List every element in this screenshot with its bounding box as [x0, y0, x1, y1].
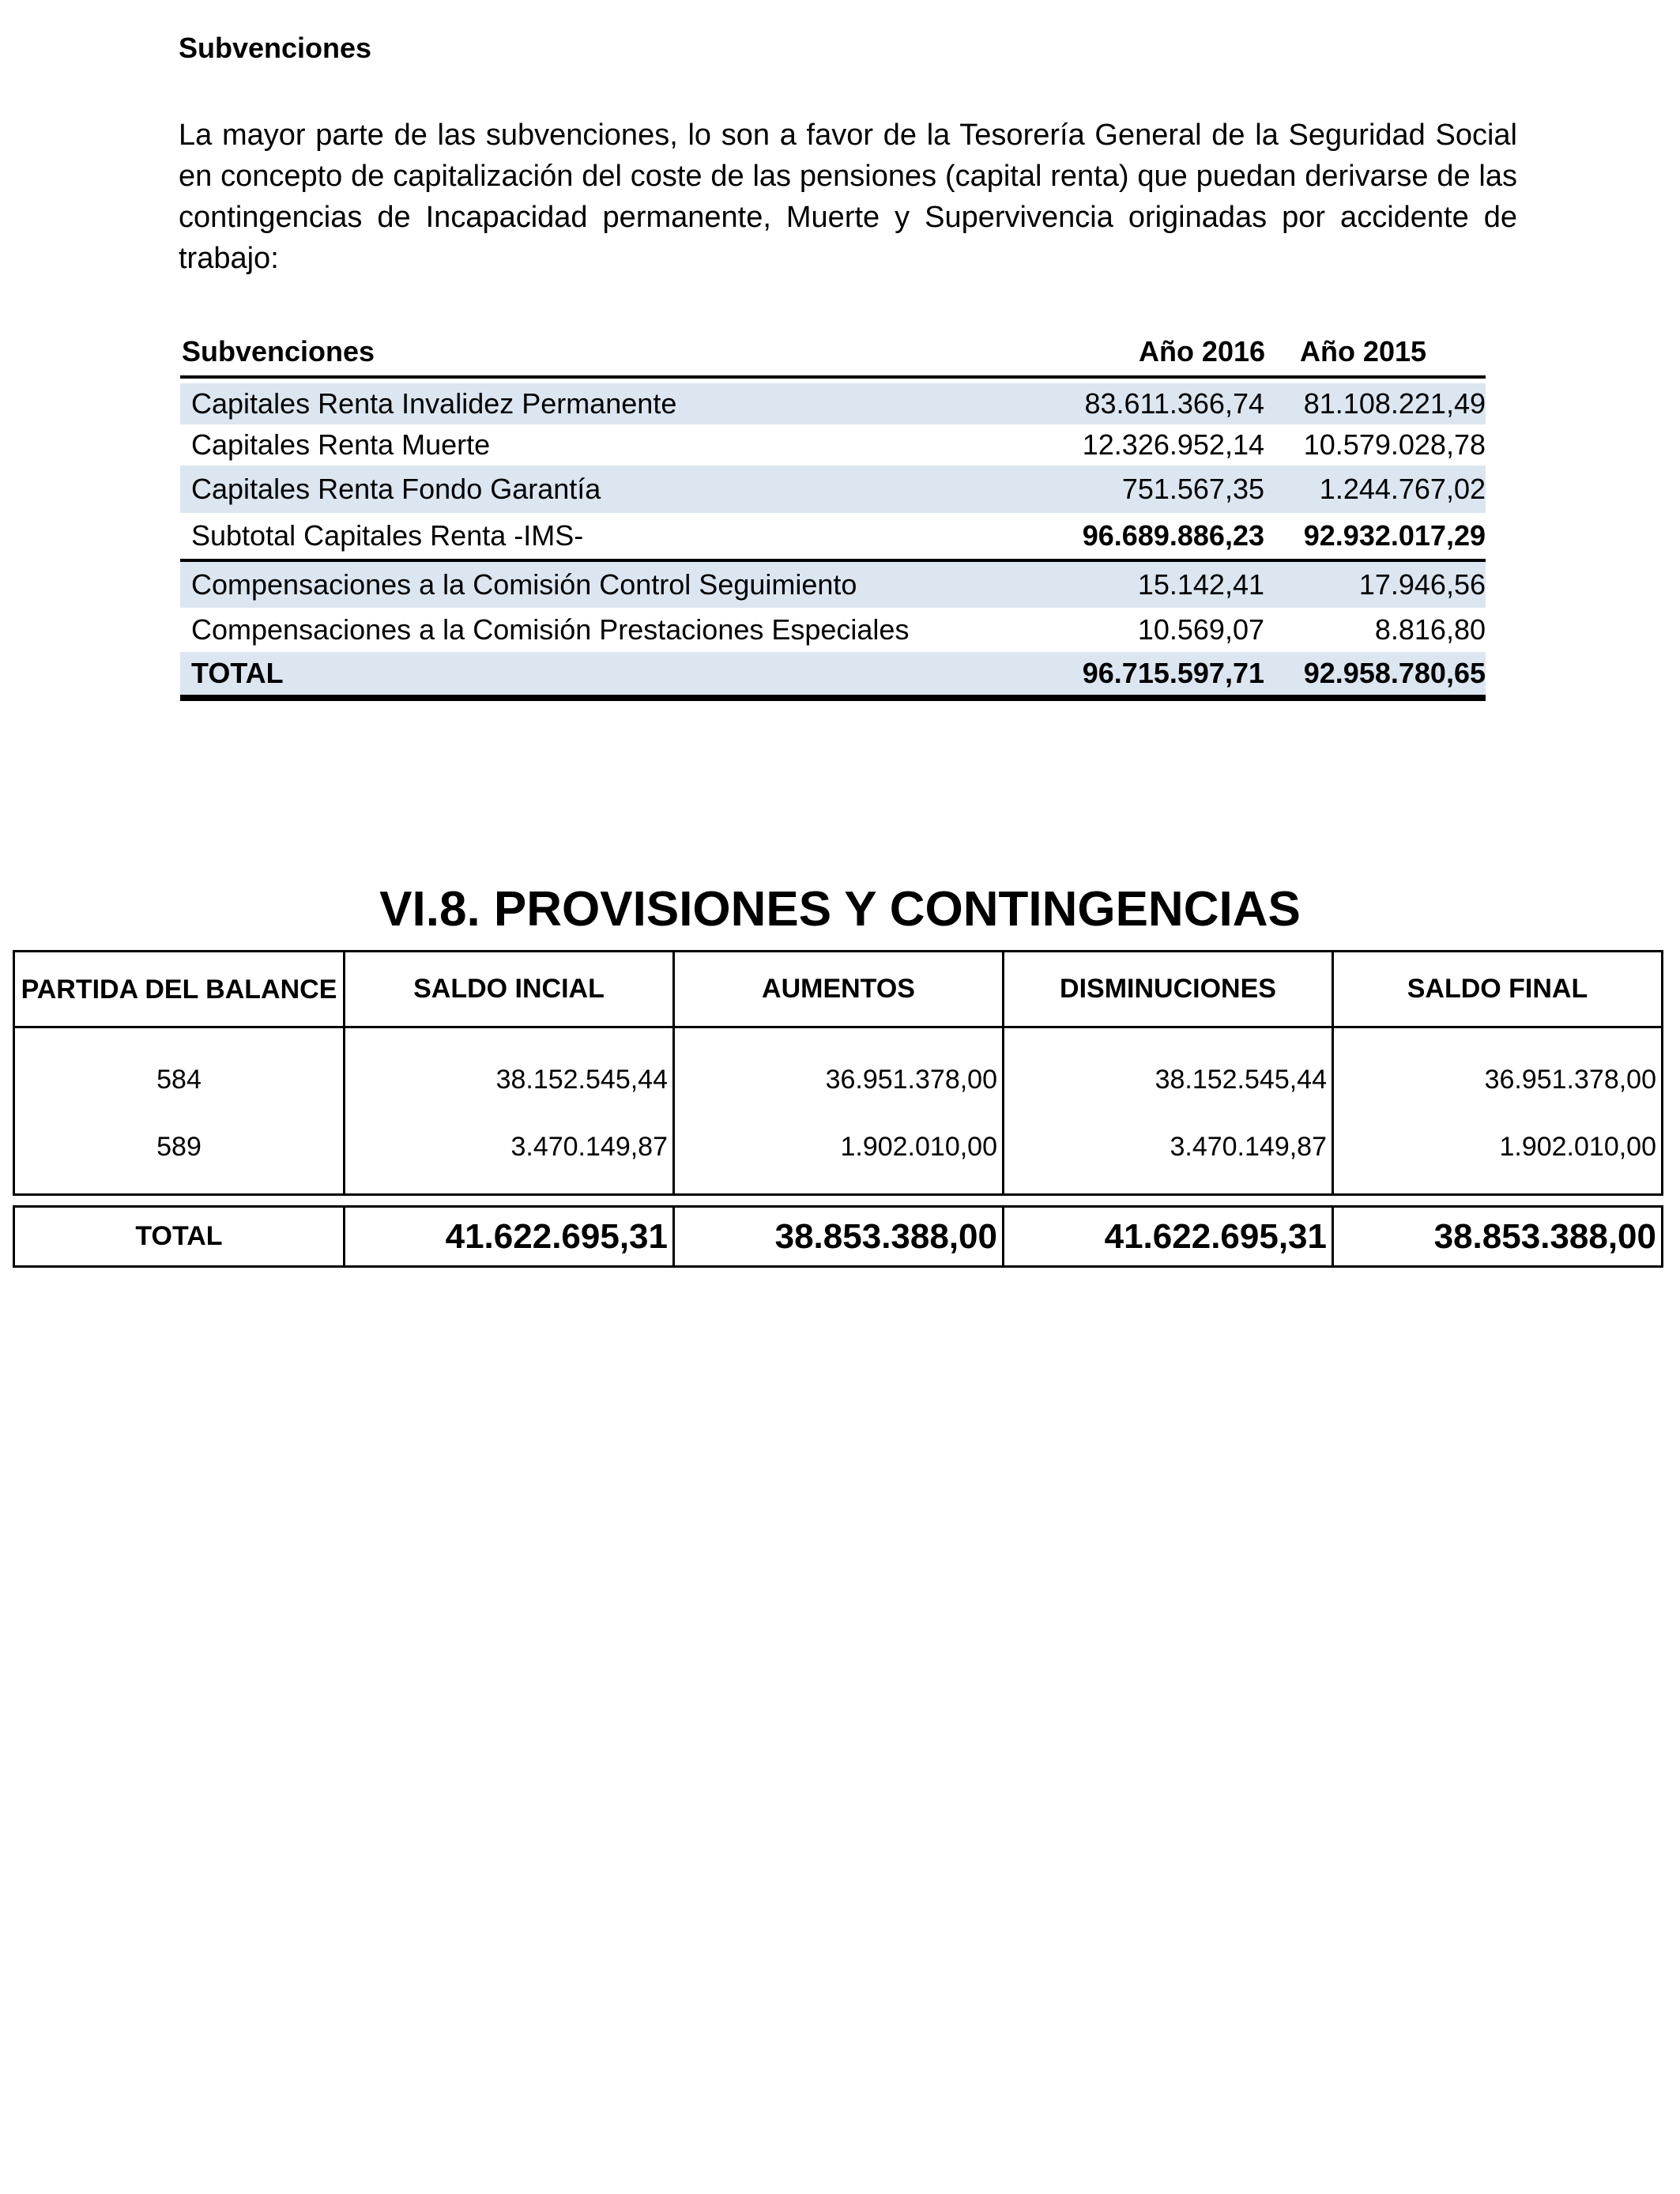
row-value-2016: 96.715.597,71	[1082, 657, 1264, 689]
saldo-final-value: 36.951.378,00	[1333, 1027, 1663, 1116]
table-row	[180, 608, 1486, 652]
table-row	[180, 424, 1486, 466]
disminuciones-value: 38.152.545,44	[1004, 1027, 1333, 1116]
header-disminuciones: DISMINUCIONES	[1004, 952, 1333, 1027]
provisiones-header-row	[14, 952, 1663, 1027]
saldo-final-value: 1.902.010,00	[1333, 1116, 1663, 1195]
aumentos-value: 36.951.378,00	[674, 1027, 1004, 1116]
row-value-2016: 10.569,07	[1137, 613, 1264, 646]
row-value-2015: 92.932.017,29	[1303, 519, 1486, 552]
header-year-2015: Año 2015	[1299, 335, 1427, 368]
saldo-inicial-value: 38.152.545,44	[345, 1027, 674, 1116]
total-row	[14, 1207, 1663, 1267]
total-saldo-final: 38.853.388,00	[1333, 1207, 1663, 1267]
header-saldo-final: SALDO FINAL	[1333, 952, 1663, 1027]
intro-paragraph: La mayor parte de las subvenciones, lo son a favor de la Tesorería General de la Seguridad Social en concepto de capitalización del coste de las pensiones (capital renta) que puedan derivarse de las contingencias de Incapacidad permanente, Muerte y Supervivencia originadas por accidente de trabajo:	[179, 119, 1517, 275]
header-aumentos: AUMENTOS	[674, 952, 1004, 1027]
header-partida: PARTIDA DEL BALANCE	[14, 952, 345, 1027]
row-label: Capitales Renta Muerte	[191, 428, 491, 461]
row-value-2015: 1.244.767,02	[1319, 473, 1486, 505]
header-saldo-inicial: SALDO INCIAL	[345, 952, 674, 1027]
subvenciones-table	[180, 328, 1486, 701]
row-value-2015: 10.579.028,78	[1303, 428, 1486, 461]
header-label: Subvenciones	[182, 335, 375, 368]
table-row	[180, 466, 1486, 513]
row-value-2015: 92.958.780,65	[1303, 657, 1486, 689]
disminuciones-value: 3.470.149,87	[1004, 1116, 1333, 1195]
row-value-2015: 8.816,80	[1374, 613, 1486, 646]
subtotal-row	[180, 513, 1486, 562]
total-saldo-inicial: 41.622.695,31	[345, 1207, 674, 1267]
aumentos-value: 1.902.010,00	[674, 1116, 1004, 1195]
row-value-2016: 15.142,41	[1137, 568, 1264, 601]
row-label: Compensaciones a la Comisión Control Seguimiento	[191, 568, 857, 601]
partida-code: 589	[14, 1116, 345, 1195]
total-disminuciones: 41.622.695,31	[1004, 1207, 1333, 1267]
saldo-inicial-value: 3.470.149,87	[345, 1116, 674, 1195]
provisiones-total-table	[13, 1205, 1663, 1268]
row-label: Compensaciones a la Comisión Prestaciones Especiales	[191, 613, 910, 646]
table-row	[180, 383, 1486, 424]
row-value-2016: 12.326.952,14	[1082, 428, 1264, 461]
partida-code: 584	[14, 1027, 345, 1116]
header-year-2016: Año 2016	[1138, 335, 1266, 368]
total-label: TOTAL	[14, 1207, 345, 1267]
provisiones-table	[13, 950, 1663, 1196]
row-value-2015: 81.108.221,49	[1303, 387, 1486, 420]
row-value-2016: 83.611.366,74	[1084, 387, 1264, 420]
row-value-2016: 96.689.886,23	[1082, 519, 1264, 552]
row-value-2015: 17.946,56	[1358, 568, 1486, 601]
row-label: Subtotal Capitales Renta -IMS-	[191, 519, 584, 552]
total-row	[180, 652, 1486, 701]
subvenciones-header-row	[180, 328, 1486, 379]
table-row	[180, 562, 1486, 608]
row-label: Capitales Renta Invalidez Permanente	[191, 387, 677, 420]
total-aumentos: 38.853.388,00	[674, 1207, 1004, 1267]
provisiones-title: VI.8. PROVISIONES Y CONTINGENCIAS	[379, 882, 1301, 937]
row-label: TOTAL	[191, 657, 284, 689]
table-row	[14, 1027, 1663, 1116]
section-heading: Subvenciones	[179, 32, 372, 64]
row-label: Capitales Renta Fondo Garantía	[191, 473, 601, 505]
row-value-2016: 751.567,35	[1121, 473, 1264, 505]
table-row	[14, 1116, 1663, 1195]
provisiones-table-wrap	[13, 950, 1663, 1268]
